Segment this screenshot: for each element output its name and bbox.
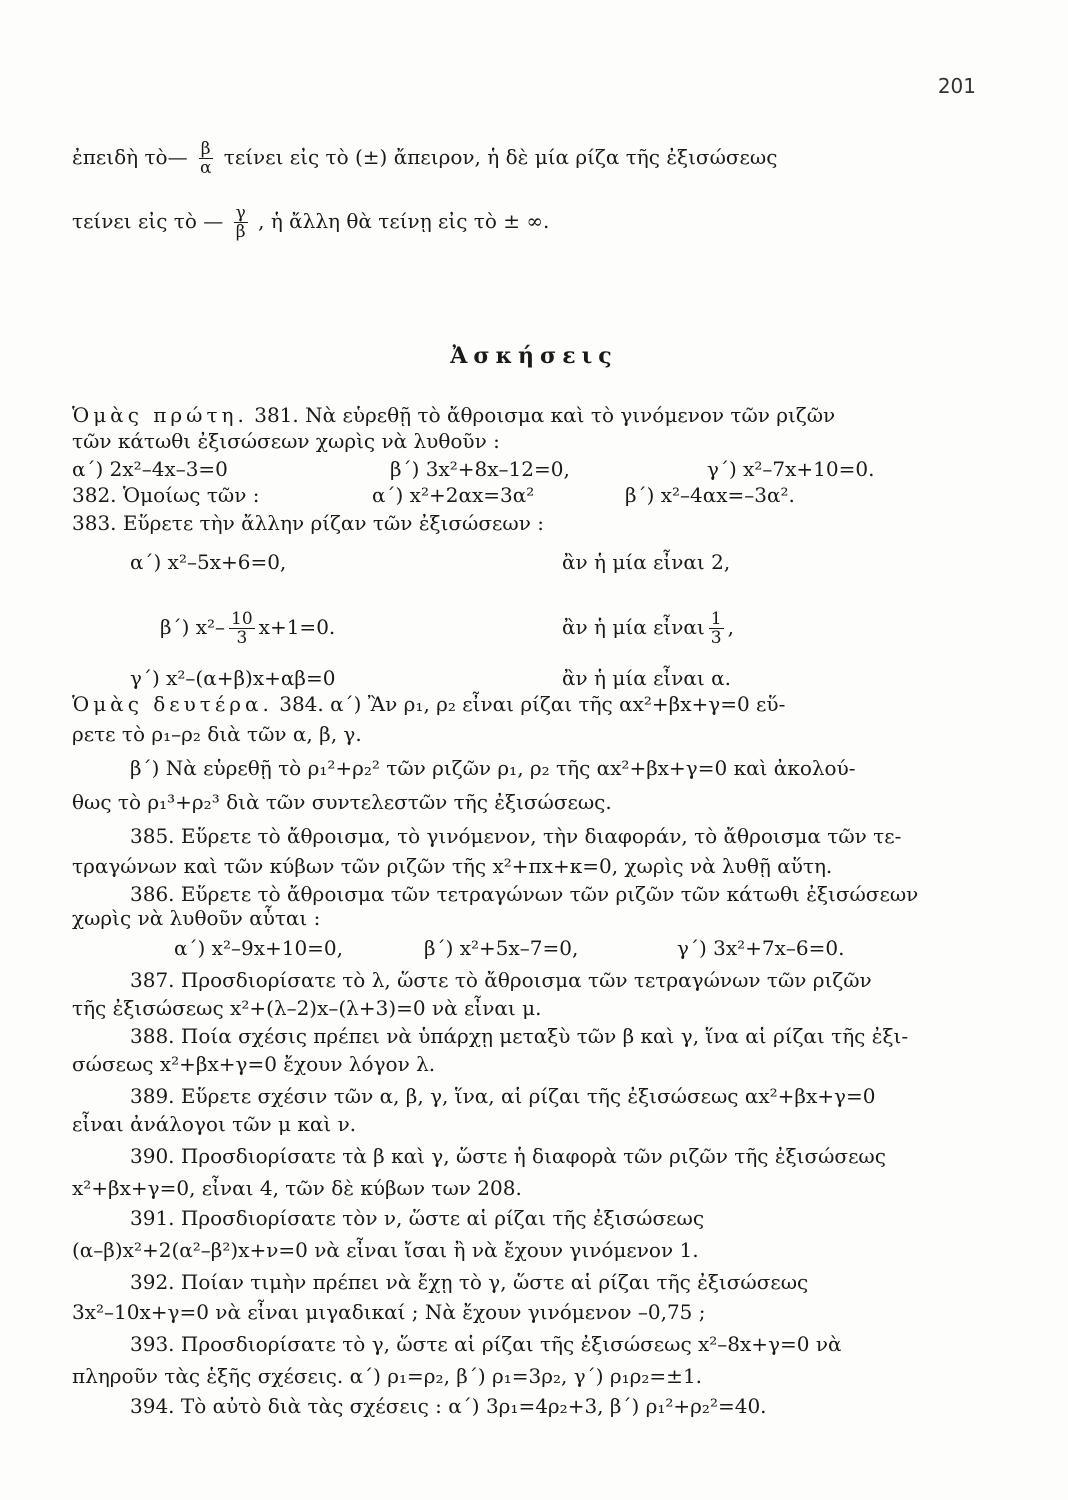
fraction-gamma-beta: $\frac{\gamma}{\beta}$	[235, 203, 246, 242]
exercise-text: 381. Νὰ εὑρεθῇ τὸ ἄθροισμα καὶ τὸ γινόμενον τῶν ριζῶν	[254, 403, 836, 427]
group-label: Ὁμὰς πρώτη.	[72, 403, 248, 427]
exercise-394: 394. Τὸ αὐτὸ διὰ τὰς σχέσεις : α΄) 3ρ₁=4ρ₂+3, β΄) ρ₁²+ρ₂²=40.	[130, 1394, 767, 1418]
intro-text: τείνει εἰς τὸ (±) ἄπειρον, ἡ δὲ μία ρίζα τῆς ἐξισώσεως	[223, 145, 778, 169]
exercise-385: 385. Εὕρετε τὸ ἄθροισμα, τὸ γινόμενον, τὴν διαφοράν, τὸ ἄθροισμα τῶν τε-	[130, 824, 902, 848]
exercise-387: 387. Προσδιορίσατε τὸ λ, ὥστε τὸ ἄθροισμα τῶν τετραγώνων τῶν ριζῶν	[130, 968, 872, 992]
exercise-387-cont: τῆς ἐξισώσεως x²+(λ–2)x–(λ+3)=0 νὰ εἶναι μ.	[72, 996, 542, 1020]
equation: β΄) x²+5x–7=0,	[424, 936, 579, 960]
equation: α΄) 2x²–4x–3=0	[72, 457, 228, 481]
equation: γ΄) 3x²+7x–6=0.	[677, 936, 845, 960]
exercise-392-cont: 3x²–10x+γ=0 νὰ εἶναι μιγαδικαί ; Νὰ ἔχουν γινόμενον –0,75 ;	[72, 1300, 706, 1324]
condition-text	[562, 610, 734, 647]
equation: γ΄) x²–(α+β)x+αβ=0	[130, 666, 336, 690]
intro-line-2	[72, 204, 1002, 241]
exercise-381	[72, 401, 1002, 429]
exercise-text: 382. Ὁμοίως τῶν :	[72, 483, 260, 507]
fraction-beta-alpha: $\frac{\beta}{\alpha}$	[199, 139, 212, 178]
fraction-one-third: $\frac{1}{3}$	[710, 609, 722, 648]
condition-part: ,	[727, 615, 734, 639]
exercise-388: 388. Ποία σχέσις πρέπει νὰ ὑπάρχῃ μεταξὺ τῶν β καὶ γ, ἵνα αἱ ρίζαι τῆς ἐξι-	[130, 1024, 909, 1048]
exercise-383: 383. Εὕρετε τὴν ἄλλην ρίζαν τῶν ἐξισώσεων :	[72, 511, 544, 535]
exercise-393: 393. Προσδιορίσατε τὸ γ, ὥστε αἱ ρίζαι τῆς ἐξισώσεως x²–8x+γ=0 νὰ	[130, 1332, 842, 1356]
intro-text: , ἡ ἄλλη θὰ τείνῃ εἰς τὸ ± ∞.	[258, 209, 550, 233]
exercise-386: 386. Εὕρετε τὸ ἄθροισμα τῶν τετραγώνων τῶν ριζῶν τῶν κάτωθι ἐξισώσεων	[130, 882, 919, 906]
section-title: Ἀσκήσεις	[450, 343, 618, 369]
equation: β΄) x²–4αx=–3α².	[625, 483, 795, 507]
exercise-389: 389. Εὕρετε σχέσιν τῶν α, β, γ, ἵνα, αἱ ρίζαι τῆς ἐξισώσεως αx²+βx+γ=0	[130, 1084, 876, 1108]
equation: α΄) x²–5x+6=0,	[130, 550, 287, 574]
page-number: 201	[937, 74, 976, 98]
equation: β΄) 3x²+8x–12=0,	[390, 457, 570, 481]
exercise-391: 391. Προσδιορίσατε τὸν ν, ὥστε αἱ ρίζαι τῆς ἐξισώσεως	[130, 1206, 705, 1230]
fraction-ten-thirds: $\frac{10}{3}$	[231, 609, 253, 648]
exercise-393-cont: πληροῦν τὰς ἑξῆς σχέσεις. α΄) ρ₁=ρ₂, β΄) ρ₁=3ρ₂, γ΄) ρ₁ρ₂=±1.	[72, 1364, 703, 1388]
condition-text: ἂν ἡ μία εἶναι 2,	[562, 550, 731, 574]
intro-line-1	[72, 140, 1002, 177]
equation: α΄) x²–9x+10=0,	[174, 936, 344, 960]
exercise-388-cont: σώσεως x²+βx+γ=0 ἔχουν λόγον λ.	[72, 1052, 436, 1076]
intro-text: ἐπειδὴ τὸ—	[72, 145, 188, 169]
equation: γ΄) x²–7x+10=0.	[707, 457, 875, 481]
exercise-385-cont: τραγώνων καὶ τῶν κύβων τῶν ριζῶν τῆς x²+πx+κ=0, χωρὶς νὰ λυθῇ αὕτη.	[72, 854, 833, 878]
intro-text: τείνει εἰς τὸ —	[72, 209, 224, 233]
exercise-384-b: β΄) Νὰ εὑρεθῇ τὸ ρ₁²+ρ₂² τῶν ριζῶν ρ₁, ρ₂ τῆς αx²+βx+γ=0 καὶ ἀκολού-	[130, 756, 856, 780]
equation-part: x+1=0.	[258, 615, 336, 639]
exercise-384	[72, 690, 1002, 718]
exercise-text: 384. α΄) Ἂν ρ₁, ρ₂ εἶναι ρίζαι τῆς αx²+βx+γ=0 εὕ-	[279, 692, 786, 716]
exercise-384-cont: ρετε τὸ ρ₁–ρ₂ διὰ τῶν α, β, γ.	[72, 722, 362, 746]
exercise-381-cont: τῶν κάτωθι ἐξισώσεων χωρὶς νὰ λυθοῦν :	[72, 429, 500, 453]
equation-part: β΄) x²–	[160, 615, 226, 639]
exercise-389-cont: εἶναι ἀνάλογοι τῶν μ καὶ ν.	[72, 1112, 357, 1136]
condition-text: ἂν ἡ μία εἶναι α.	[562, 666, 731, 690]
exercise-384-b-cont: θως τὸ ρ₁³+ρ₂³ διὰ τῶν συντελεστῶν τῆς ἐξισώσεως.	[72, 790, 612, 814]
group-label: Ὁμὰς δευτέρα.	[72, 692, 273, 716]
exercise-390-cont: x²+βx+γ=0, εἶναι 4, τῶν δὲ κύβων των 208.	[72, 1176, 522, 1200]
exercise-391-cont: (α–β)x²+2(α²–β²)x+ν=0 νὰ εἶναι ἴσαι ἢ νὰ ἔχουν γινόμενον 1.	[72, 1238, 699, 1262]
equation	[160, 610, 335, 647]
exercise-386-cont: χωρὶς νὰ λυθοῦν αὗται :	[72, 906, 321, 930]
exercise-392: 392. Ποίαν τιμὴν πρέπει νὰ ἔχῃ τὸ γ, ὥστε αἱ ρίζαι τῆς ἐξισώσεως	[130, 1270, 809, 1294]
equation: α΄) x²+2αx=3α²	[372, 483, 535, 507]
condition-part: ἂν ἡ μία εἶναι	[562, 615, 705, 639]
exercise-390: 390. Προσδιορίσατε τὰ β καὶ γ, ὥστε ἡ διαφορὰ τῶν ριζῶν τῆς ἐξισώσεως	[130, 1144, 886, 1168]
